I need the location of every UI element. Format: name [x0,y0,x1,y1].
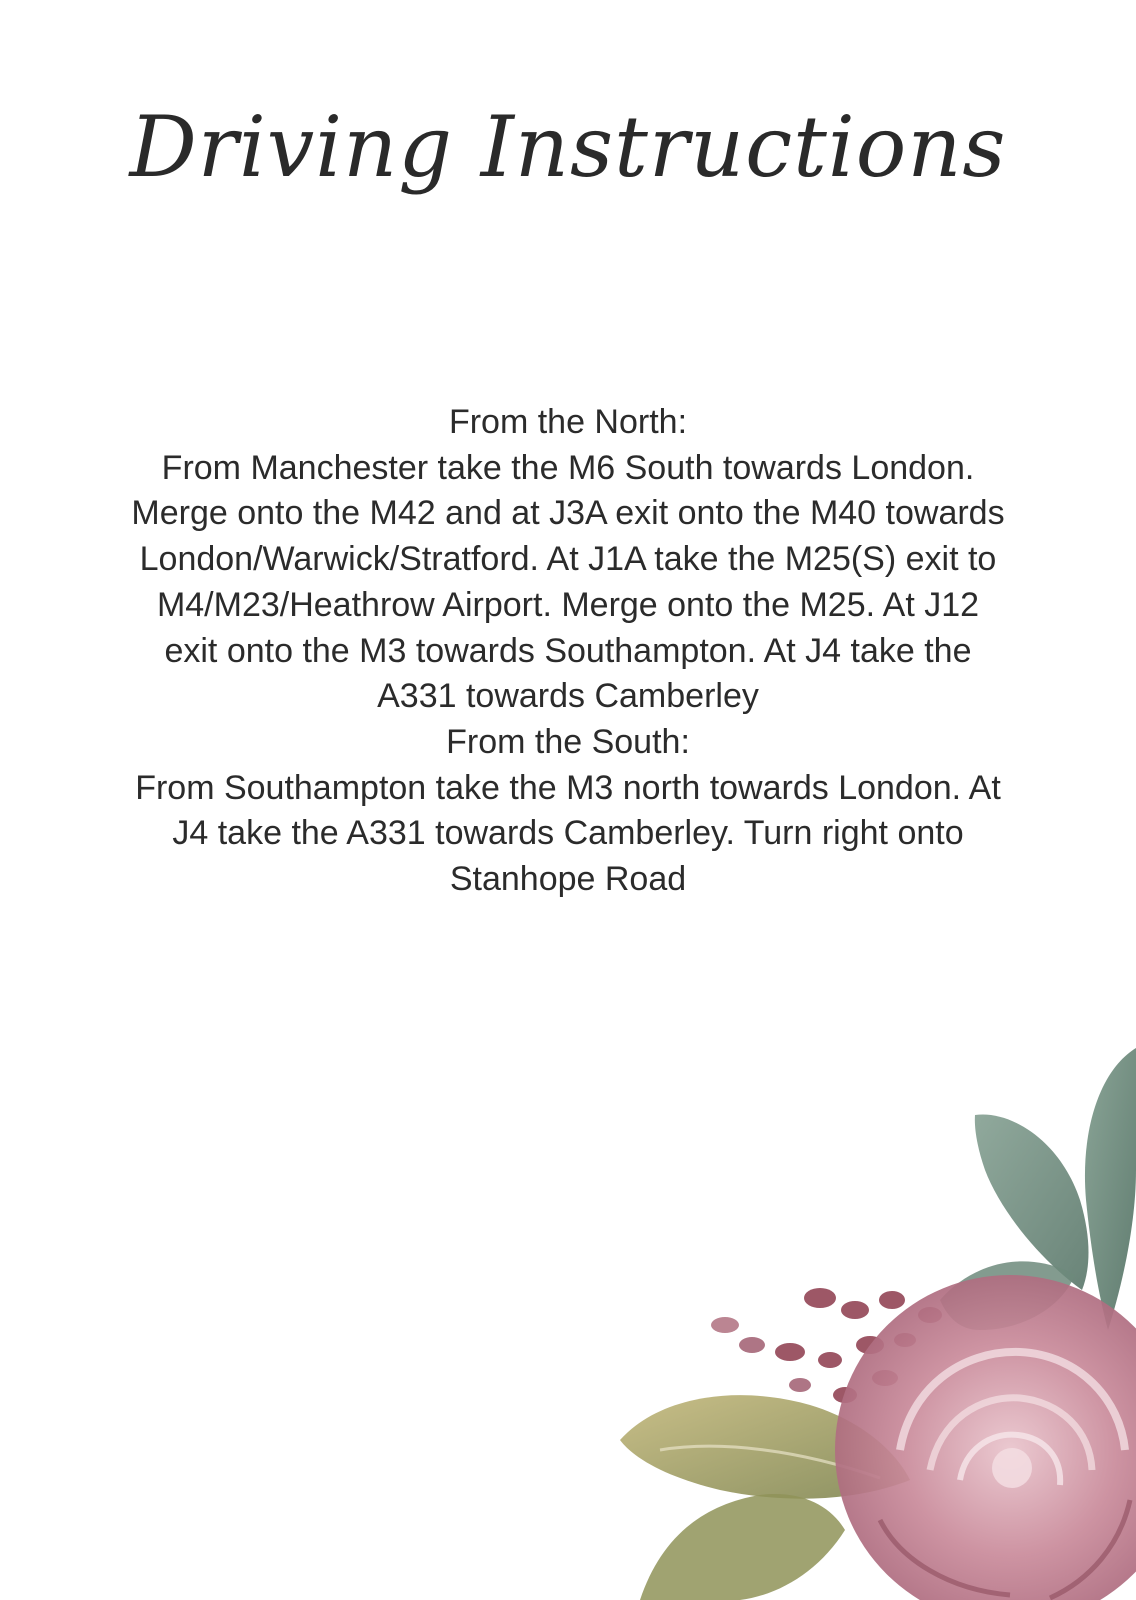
page-title: Driving Instructions [129,98,1007,196]
berry-cluster [711,1288,942,1403]
section-heading-north: From the North: [448,403,688,441]
directions-body [130,400,1006,903]
section-text-north: From Manchester take the M6 South towards London. Merge onto the M42 and at J3A exit onto the M40 towards London/Warwick/Stratford. At J1A take the M25(S) exit to M4/M23/Heathrow Airport. Merge onto the M25. At J12 exit onto the M3 towards Southampton. At J4 take the A331 towards Camberley [131,448,1005,716]
rose-flower [835,1275,1136,1600]
section-text-south: From Southampton take the M3 north towards London. At J4 take the A331 towards Camberley. Turn right onto Stanhope Road [135,768,1001,899]
section-heading-south: From the South: [446,722,690,761]
olive-leaf-lower [620,1395,910,1600]
green-leaf-upper [940,1048,1136,1330]
